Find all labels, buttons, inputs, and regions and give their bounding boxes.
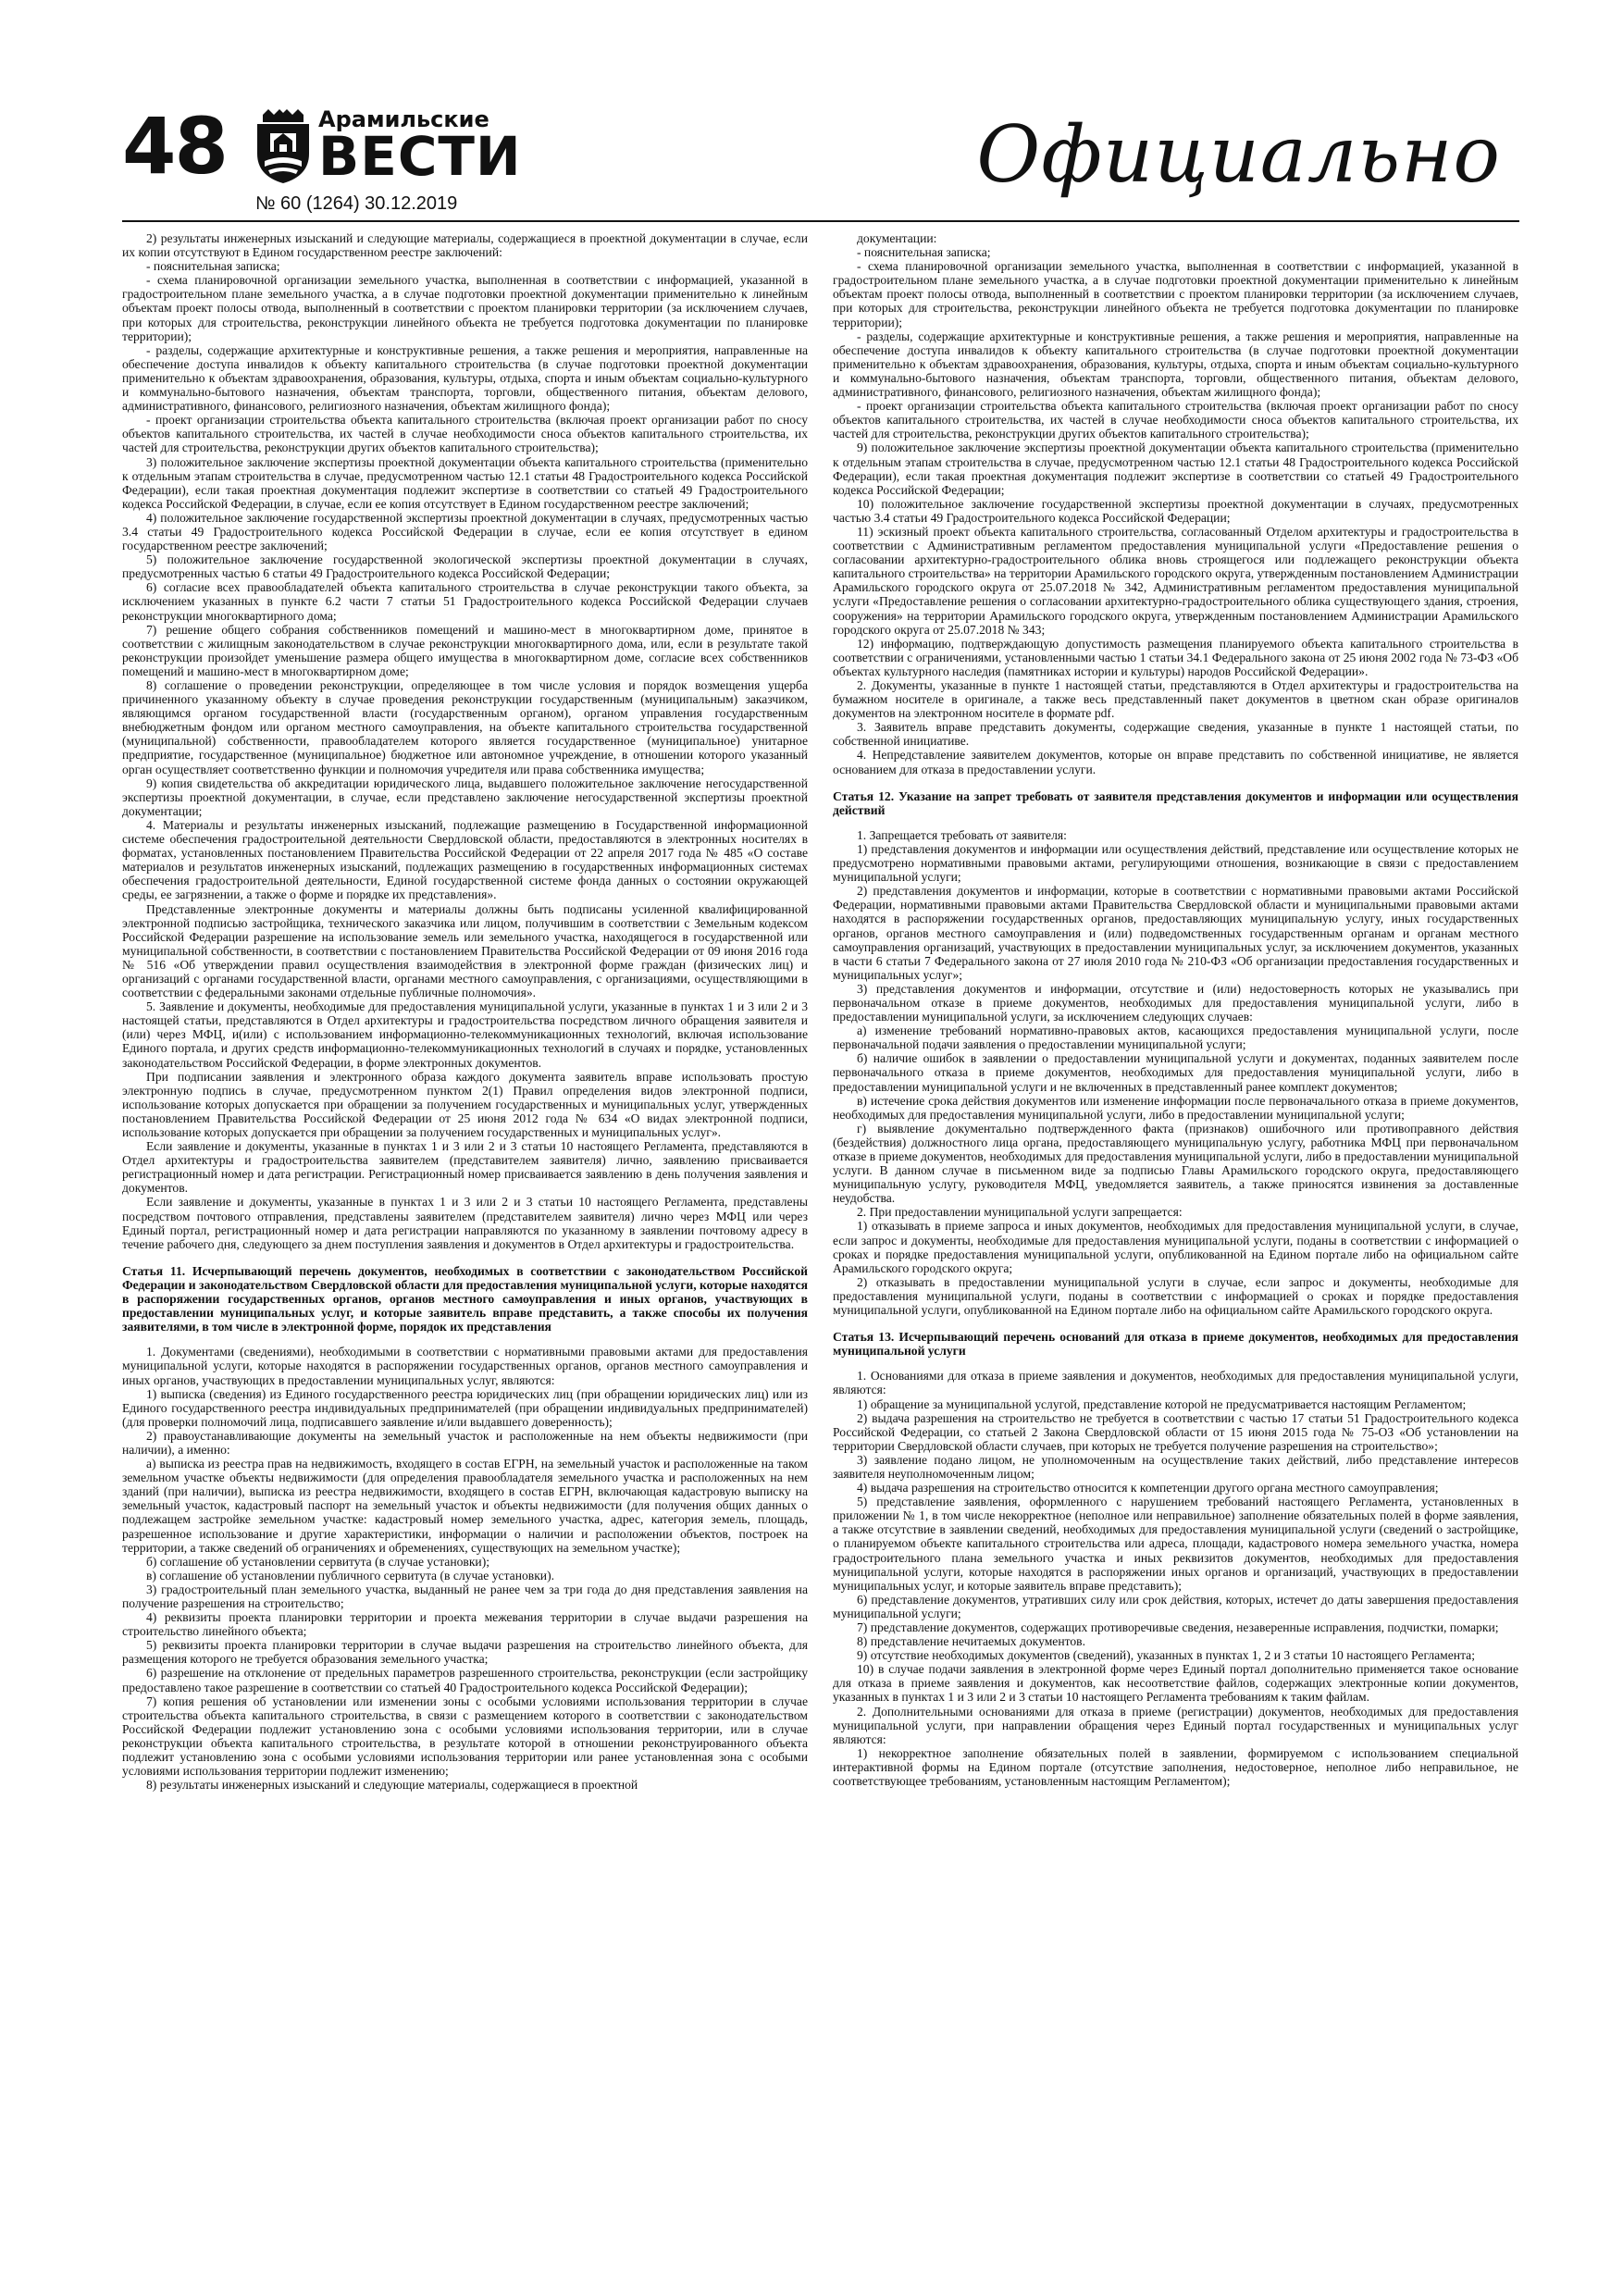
- paragraph: 5. Заявление и документы, необходимые для предоставления муниципальной услуги, указанные в пунктах 1 и 3 или 2 и 3 настоящей статьи, представляются в Отдел архитектуры и градостроительства посредством личного обращения заявителя и (или) через МФЦ, и(или) с использованием информационно-телекоммуникационных технологий, включая использование Единого портала, и других средств информационно-телекоммуникационных технологий в случаях и порядке, установленных законодательством Российской Федерации, в форме электронных документов.: [122, 999, 808, 1070]
- paragraph: - разделы, содержащие архитектурные и конструктивные решения, а также решения и мероприятия, направленные на обеспечение доступа инвалидов к объекту капитального строительства (в случае подготовки проектной документации применительно к объектам здравоохранения, образования, культуры, отдыха, спорта и иным объектам социально-культурного и коммунально-бытового назначения, объектам транспорта, торговли, общественного питания, объектам делового, административного, финансового, религиозного назначения, объектам жилищного фонда);: [122, 342, 808, 414]
- paragraph: 2) отказывать в предоставлении муниципальной услуги в случае, если запрос и документы, необходимые для предоставления муниципальной услуги, поданы в соответствии с информацией о сроках и порядке предоставления муниципальной услуги, опубликованной на Едином портале либо на официальном сайте Арамильского городского округа.: [833, 1274, 1518, 1318]
- paragraph: 2) выдача разрешения на строительство не требуется в соответствии с частью 17 статьи 51 Градостроительного кодекса Российской Федерации, со статьей 2 Закона Свердловской области от 15 июня 2015 года № 75-ОЗ «Об установлении на территории Свердловской области случаев, при которых не требуется получение разрешения на строительство»;: [833, 1410, 1518, 1453]
- coat-of-arms-icon: [254, 107, 313, 185]
- paragraph: 8) представление нечитаемых документов.: [857, 1634, 1085, 1649]
- paragraph: - разделы, содержащие архитектурные и конструктивные решения, а также решения и мероприятия, направленные на обеспечение доступа инвалидов к объекту капитального строительства (в случае подготовки проектной документации применительно к объектам здравоохранения, образования, культуры, отдыха, спорта и иным объектам социально-культурного и коммунально-бытового назначения, объектам транспорта, торговли, общественного питания, объектам делового, административного, финансового, религиозного назначения, объектам жилищного фонда);: [833, 329, 1518, 400]
- logo-title: ВЕСТИ: [318, 125, 522, 188]
- right-column: [833, 231, 1518, 1788]
- paragraph: 3) градостроительный план земельного участка, выданный не ранее чем за три года до дня представления заявления на получение разрешения на строительство;: [122, 1582, 808, 1610]
- paragraph: 7) представление документов, содержащих противоречивые сведения, незаверенные исправления, подчистки, помарки;: [857, 1620, 1499, 1634]
- paragraph: 2. Дополнительными основаниями для отказа в приеме (регистрации) документов, необходимых для предоставления муниципальной услуги, при направлении обращения через Единый портал государственных и муниципальных услуг являются:: [833, 1704, 1518, 1746]
- paragraph: 4) выдача разрешения на строительство относится к компетенции другого органа местного самоуправления;: [857, 1481, 1439, 1496]
- page-number: 48: [122, 101, 227, 192]
- paragraph: 11) эскизный проект объекта капитального строительства, согласованный Отделом архитектуры и градостроительства в соответствии с Административным регламентом предоставления муниципальной услуги «Предоставление решения о согласовании архитектурно-градостроительного облика вновь строящегося или подлежащего реконструкции объекта капитального строительства» на территории Арамильского городского округа, утвержденным постановлением Администрации Арамильского городского округа от 25.07.2018 № 342, Административным регламентом предоставления муниципальной услуги «Предоставление решения о согласовании архитектурно-градостроительного облика существующего здания, строения, сооружения» на территории Арамильского городского округа, утвержденным постановлением Администрации Арамильского городского округа от 25.07.2018 № 343;: [833, 524, 1518, 637]
- article-11-heading: Статья 11. Исчерпывающий перечень документов, необходимых в соответствии с законодательством Российской Федерации и законодательством Свердловской области для предоставления муниципальной услуги, которые находятся в распоряжении государственных органов, органов местного самоуправления и иных органов, участвующих в предоставлении муниципальных услуг, и которые заявитель вправе представить, а также способы их получения заявителями, в том числе в электронной форме, порядок их представления: [122, 1263, 808, 1334]
- paragraph: 4. Непредставление заявителем документов, которые он вправе представить по собственной инициативе, не является основанием для отказа в предоставлении услуги.: [833, 748, 1518, 776]
- paragraph: г) выявление документально подтвержденного факта (признаков) ошибочного или противоправного действия (бездействия) должностного лица органа, предоставляющего муниципальную услугу, работника МФЦ при первоначальном отказе в приеме документов, необходимых для предоставления муниципальной услуги, либо в предоставлении муниципальной услуги. В данном случае в письменном виде за подписью Главы Арамильского городского округа, предоставляющего муниципальную услугу, руководителя МФЦ, уведомляется заявитель, а также приносятся извинения за доставленные неудобства.: [833, 1121, 1518, 1206]
- paragraph: 12) информацию, подтверждающую допустимость размещения планируемого объекта капитального строительства в соответствии с ограничениями, установленными частью 1 статьи 34.1 Федерального закона от 25 июня 2002 года № 73-ФЗ «Об объектах культурного наследия (памятниках истории и культуры) народов Российской Федерации».: [833, 636, 1518, 678]
- paragraph: Представленные электронные документы и материалы должны быть подписаны усиленной квалифицированной электронной подписью застройщика, технического заказчика или лицом, получившим в соответствии с Земельным кодексом Российской Федерации разрешение на использование земель или земельного участка, находящегося в государственной или муниципальной собственности, в соответствии с постановлением Правительства Российской Федерации от 09 июня 2016 года № 516 «Об утверждении правил осуществления взаимодействия в электронной форме граждан (физических лиц) и организаций с органами государственной власти, органами местного самоуправления, с организациями, осуществляющими в соответствии с федеральными законами отдельные публичные полномочия».: [122, 901, 808, 1000]
- article-13-body: [833, 1369, 1518, 1788]
- paragraph: 1. Запрещается требовать от заявителя:: [857, 827, 1067, 842]
- newspaper-logo: [254, 106, 531, 188]
- paragraph: 2) представления документов и информации, которые в соответствии с нормативными правовыми актами Российской Федерации, нормативными правовыми актами Правительства Свердловской области и муниципальными правовыми актами находятся в распоряжении государственных органов, предоставляющих муниципальную услугу, иных государственных органов, органов местного самоуправления и (или) подведомственных государственным органам и органам местного самоуправления организаций, участвующих в предоставлении муниципальных услуг, за исключением документов, указанных в части 6 статьи 7 Федерального закона от 27 июля 2010 года № 210-ФЗ «Об организации предоставления государственных и муниципальных услуг»;: [833, 884, 1518, 982]
- paragraph: - схема планировочной организации земельного участка, выполненная в соответствии с информацией, указанной в градостроительном плане земельного участка, а в случае подготовки проектной документации применительно к линейным объектам проект полосы отвода, выполненный в соответствии с проектом планировки территории (за исключением случаев, при которых для строительства, реконструкции линейного объекта не требуется подготовка документации по планировке территории);: [122, 273, 808, 343]
- paragraph: б) наличие ошибок в заявлении о предоставлении муниципальной услуги и документах, поданных заявителем после первоначального отказа в приеме документов, необходимых для предоставления муниципальной услуги, либо в предоставлении муниципальной услуги и не включенных в представленный ранее комплект документов;: [833, 1051, 1518, 1094]
- paragraph: - проект организации строительства объекта капитального строительства (включая проект организации работ по сносу объектов капитального строительства, их частей в случае необходимости сноса объектов капитального строительства, их частей для строительства, реконструкции других объектов капитального строительства);: [833, 399, 1518, 441]
- paragraph: 2) правоустанавливающие документы на земельный участок и расположенные на нем объекты недвижимости (при наличии), а именно:: [122, 1428, 808, 1457]
- paragraph: 2. Документы, указанные в пункте 1 настоящей статьи, представляются в Отдел архитектуры и градостроительства на бумажном носителе в оригинале, а также весь представленный пакет документов в цветном скан образе оригиналов документов на электронном носителе в формате pdf.: [833, 678, 1518, 721]
- paragraph: а) изменение требований нормативно-правовых актов, касающихся предоставления муниципальной услуги, после первоначальной подачи заявления о предоставлении муниципальной услуги;: [833, 1024, 1518, 1052]
- paragraph: 1) отказывать в приеме запроса и иных документов, необходимых для предоставления муниципальной услуги, в случае, если запрос и документы, необходимые для предоставления муниципальной услуги, поданы в соответствии с информацией о сроках и порядке предоставления муниципальной услуги, опубликованной на Едином портале либо на официальном сайте Арамильского городского округа;: [833, 1219, 1518, 1275]
- paragraph: 2) результаты инженерных изысканий и следующие материалы, содержащиеся в проектной документации в случае, если их копии отсутствуют в Едином государственном реестре заключений:: [122, 231, 808, 260]
- paragraph: 4. Материалы и результаты инженерных изысканий, подлежащие размещению в Государственной информационной системе обеспечения градостроительной деятельности Свердловской области, предоставляются в электронных носителях в форматах, установленных постановлением Правительства Российской Федерации от 22 апреля 2017 года № 485 «О составе материалов и результатов инженерных изысканий, подлежащих размещению в государственных информационных системах обеспечения градостроительной деятельности, Единой государственной системе фонда данных о состоянии окружающей среды, ее загрязнении, а также о форме и порядке их представления».: [122, 817, 808, 902]
- paragraph: 8) результаты инженерных изысканий и следующие материалы, содержащиеся в проектной: [146, 1778, 638, 1793]
- left-body: [122, 231, 808, 1251]
- paragraph: 9) отсутствие необходимых документов (сведений), указанных в пунктах 1, 2 и 3 статьи 10 настоящего Регламента;: [857, 1648, 1475, 1663]
- paragraph: - пояснительная записка;: [857, 245, 991, 260]
- paragraph: Если заявление и документы, указанные в пунктах 1 и 3 или 2 и 3 статьи 10 настоящего Регламента, представлены посредством почтового отправления, представлены заявителем (представителем заявителя) лично через МФЦ или через Единый портал, регистрационный номер и дата регистрации направляются по указанному в заявлении почтовому адресу в течение рабочего дня, следующего за днем поступления заявления и документов в Отдел архитектуры и градостроительства.: [122, 1195, 808, 1251]
- paragraph: 1) некорректное заполнение обязательных полей в заявлении, формируемом с использованием специальной интерактивной формы на Едином портале (отсутствие заполнения, недостоверное, неполное либо неправильное, не соответствующее требованиям, установленным настоящим Регламентом);: [833, 1745, 1518, 1789]
- paragraph: При подписании заявления и электронного образа каждого документа заявитель вправе использовать простую электронную подпись в случае, предусмотренном пунктом 2(1) Правил определения видов электронной подписи, использование которых допускается при обращении за получением государственных и муниципальных услуг, утвержденных постановлением Правительства Российской Федерации от 25 июня 2012 года № 634 «О видах электронной подписи, использование которых допускается при обращении за получением государственных и муниципальных услуг».: [122, 1069, 808, 1139]
- paragraph: 1) представления документов и информации или осуществления действий, представление или осуществление которых не предусмотрено нормативными правовыми актами, регулирующими отношения, возникающие в связи с предоставлением муниципальной услуги;: [833, 841, 1518, 885]
- paragraph: 10) положительное заключение государственной экспертизы проектной документации в случаях, предусмотренных частью 3.4 статьи 49 Градостроительного кодекса Российской Федерации;: [833, 496, 1518, 525]
- paragraph: - проект организации строительства объекта капитального строительства (включая проект организации работ по сносу объектов капитального строительства, их частей в случае необходимости сноса объектов капитального строительства, их частей для строительства, реконструкции других объектов капитального строительства);: [122, 413, 808, 455]
- paragraph: 5) реквизиты проекта планировки территории в случае выдачи разрешения на строительство линейного объекта, для размещения которого не требуется образования земельного участка;: [122, 1638, 808, 1667]
- paragraph: 1. Документами (сведениями), необходимыми в соответствии с нормативными правовыми актами для предоставления муниципальной услуги, которые находятся в распоряжении государственных органов, органов местного самоуправления и иных органов, участвующих в предоставлении муниципальных услуг, являются:: [122, 1345, 808, 1387]
- paragraph: 6) согласие всех правообладателей объекта капитального строительства в случае реконструкции такого объекта, за исключением указанных в пункте 6.2 части 7 статьи 51 Градостроительного кодекса Российской Федерации случаев реконструкции многоквартирного дома;: [122, 580, 808, 623]
- paragraph: 8) соглашение о проведении реконструкции, определяющее в том числе условия и порядок возмещения ущерба причиненного указанному объекту в случае проведения реконструкции государственным (муниципальным) заказчиком, являющимся органом государственной власти (государственным органом), органом управления государственным внебюджетным фондом или органом местного самоуправления, на объекте капитального строительства государственной (муниципальной) собственности, правообладателем которого является государственное (муниципальное) унитарное предприятие, государственное (муниципальное) бюджетное или автономное учреждение, в отношении которого указанный орган осуществляет соответственно функции и полномочия учредителя или права собственника имущества;: [122, 678, 808, 776]
- paragraph: в) соглашение об установлении публичного сервитута (в случае установки).: [146, 1568, 555, 1582]
- paragraph: 3) представления документов и информации, отсутствие и (или) недостоверность которых не указывались при первоначальном отказе в приеме документов, необходимых для предоставления муниципальной услуги, либо в предоставлении муниципальной услуги, за исключением следующих случаев:: [833, 981, 1518, 1024]
- paragraph: - схема планировочной организации земельного участка, выполненная в соответствии с информацией, указанной в градостроительном плане земельного участка, а в случае подготовки проектной документации применительно к линейным объектам проект полосы отвода, выполненный в соответствии с проектом планировки территории (за исключением случаев, при которых для строительства, реконструкции линейного объекта не требуется подготовка документации по планировке территории);: [833, 259, 1518, 329]
- paragraph: 4) реквизиты проекта планировки территории и проекта межевания территории в случае выдачи разрешения на строительство линейного объекта;: [122, 1610, 808, 1639]
- article-12-heading: Статья 12. Указание на запрет требовать от заявителя представления документов и информации или осуществления действий: [833, 788, 1518, 817]
- paragraph: 9) положительное заключение экспертизы проектной документации объекта капитального строительства (применительно к отдельным этапам строительства в случае, предусмотренном частью 12.1 статьи 48 Градостроительного кодекса Российской Федерации), если такая проектная документация подлежит экспертизе в соответствии со статьей 49 Градостроительного кодекса Российской Федерации;: [833, 441, 1518, 497]
- logo-subtitle: Арамильские: [318, 106, 489, 132]
- article-13-heading: Статья 13. Исчерпывающий перечень оснований для отказа в приеме документов, необходимых для предоставления муниципальной услуги: [833, 1330, 1518, 1359]
- paragraph: Если заявление и документы, указанные в пунктах 1 и 3 или 2 и 3 статьи 10 настоящего Регламента, представляются в Отдел архитектуры и градостроительства заявителем (представителем заявителя) лично, заявлению присваивается регистрационный номер и дата регистрации. Регистрационный номер присваивается заявлению в день получения заявления и документов.: [122, 1139, 808, 1196]
- paragraph: 1. Основаниями для отказа в приеме заявления и документов, необходимых для предоставления муниципальной услуги, являются:: [833, 1369, 1518, 1397]
- paragraph: 9) копия свидетельства об аккредитации юридического лица, выдавшего положительное заключение негосударственной экспертизы проектной документации, в случае, если представлено заключение негосударственной экспертизы проектной документации;: [122, 776, 808, 818]
- paragraph: 3) положительное заключение экспертизы проектной документации объекта капитального строительства (применительно к отдельным этапам строительства в случае, предусмотренном частью 12.1 статьи 48 Градостроительного кодекса Российской Федерации), если такая проектная документация подлежит экспертизе в соответствии со статьей 49 Градостроительного кодекса Российской Федерации, в случае, если ее копия отсутствует в Едином государственном реестре заключений;: [122, 454, 808, 511]
- paragraph: 3) заявление подано лицом, не уполномоченным на осуществление таких действий, либо представление интересов заявителя неуполномоченным лицом;: [833, 1452, 1518, 1481]
- paragraph: 1) выписка (сведения) из Единого государственного реестра юридических лиц (при обращении юридических лиц) или из Единого государственного реестра индивидуальных предпринимателей (при обращении индивидуальных предпринимателей) (для проверки полномочий лица, подписавшего заявление и/или выдавшего доверенность);: [122, 1386, 808, 1429]
- article-11-body: [122, 1345, 808, 1792]
- paragraph: 5) положительное заключение государственной экологической экспертизы проектной документации в случаях, предусмотренных частью 6 статьи 49 Градостроительного кодекса Российской Федерации;: [122, 552, 808, 581]
- paragraph: 1) обращение за муниципальной услугой, представление которой не предусматривается настоящим Регламентом;: [857, 1396, 1467, 1411]
- paragraph: 2. При предоставлении муниципальной услуги запрещается:: [857, 1205, 1183, 1220]
- masthead: [122, 102, 1519, 220]
- section-title: Официально: [976, 109, 1501, 200]
- paragraph: а) выписка из реестра прав на недвижимость, входящего в состав ЕГРН, на земельный участок и расположенные на таком земельном участке объекты недвижимости (для определения правообладателя земельного участка и расположенных на нем зданий (при наличии), выписка из реестра недвижимости, входящего в состав ЕГРН, включающая кадастровую выписку на земельный участок, кадастровый паспорт на земельный участок и объекты недвижимости (для получения общих данных о подлежащем застройке земельном участке: кадастровый номер земельного участка, адрес, категория земель, площадь, разрешенное использование и другие характеристики, информации о наличии и расположении объектов, построек на территории, а также сведений об ограничениях и обременениях, существующих на земельном участке);: [122, 1457, 808, 1555]
- paragraph: 7) копия решения об установлении или изменении зоны с особыми условиями использования территории в случае строительства объекта капитального строительства, в связи с размещением которого в соответствии с законодательством Российской Федерации подлежит установлению зона с особыми условиями использования территории, или в случае реконструкции объекта капитального строительства, в результате которой в отношении реконструированного объекта подлежит установлению зона с особыми условиями использования территории или ранее установленная зона с особыми условиями использования территории подлежит изменению;: [122, 1694, 808, 1779]
- paragraph: 6) разрешение на отклонение от предельных параметров разрешенного строительства, реконструкции (если застройщику предоставлено такое разрешение в соответствии со статьей 40 Градостроительного кодекса Российской Федерации);: [122, 1666, 808, 1694]
- paragraph: 3. Заявитель вправе представить документы, содержащие сведения, указанные в пункте 1 настоящей статьи, по собственной инициативе.: [833, 720, 1518, 749]
- paragraph: 5) представление заявления, оформленного с нарушением требований настоящего Регламента, установленных в приложении № 1, в том числе некорректное (неполное или неправильное) заполнение обязательных полей в форме заявления, а также отсутствие в заявлении сведений, необходимых для предоставления муниципальной услуги (сведений о застройщике, о планируемом объекте капитального строительства или адреса, площади, кадастрового номера земельного участка, номера градостроительного плана земельного участка и иных реквизитов документов, необходимых для предоставления муниципальной услуги, которые находятся в распоряжении иных органов и организаций, участвующих в предоставлении муниципальных услуг, и которые заявитель вправе представить);: [833, 1495, 1518, 1593]
- paragraph: в) истечение срока действия документов или изменение информации после первоначального отказа в приеме документов, необходимых для предоставления муниципальной услуги, либо в предоставлении муниципальной услуги;: [833, 1093, 1518, 1122]
- paragraph: - пояснительная записка;: [146, 259, 280, 274]
- paragraph: 6) представление документов, утративших силу или срок действия, которых, истечет до даты завершения предоставления муниципальной услуги;: [833, 1592, 1518, 1620]
- paragraph: 4) положительное заключение государственной экспертизы проектной документации в случаях, предусмотренных частью 3.4 статьи 49 Градостроительного кодекса Российской Федерации в случае, если ее копия отсутствует в едином государственном реестре заключений;: [122, 510, 808, 553]
- header-rule: [122, 220, 1519, 222]
- paragraph: б) соглашение об установлении сервитута (в случае установки);: [146, 1554, 490, 1569]
- paragraph: документации:: [857, 231, 937, 245]
- paragraph: 10) в случае подачи заявления в электронной форме через Единый портал дополнительно применяется такое основание для отказа в приеме заявления и документов, как несоответствие файлов, содержащих электронные копии документов, указанных в пунктах 1 и 3 или 2 и 3 статьи 10 настоящего Регламента требованиям к таким файлам.: [833, 1662, 1518, 1705]
- article-12-body: [833, 828, 1518, 1317]
- paragraph: 7) решение общего собрания собственников помещений и машино-мест в многоквартирном доме, принятое в соответствии с жилищным законодательством в случае реконструкции многоквартирного дома, или, если в результате такой реконструкции произойдет уменьшение размера общего имущества в многоквартирном доме, согласие всех собственников помещений и машино-мест в многоквартирном доме;: [122, 622, 808, 678]
- issue-info: № 60 (1264) 30.12.2019: [255, 193, 458, 214]
- left-column: [122, 231, 808, 1792]
- right-body: [833, 231, 1518, 776]
